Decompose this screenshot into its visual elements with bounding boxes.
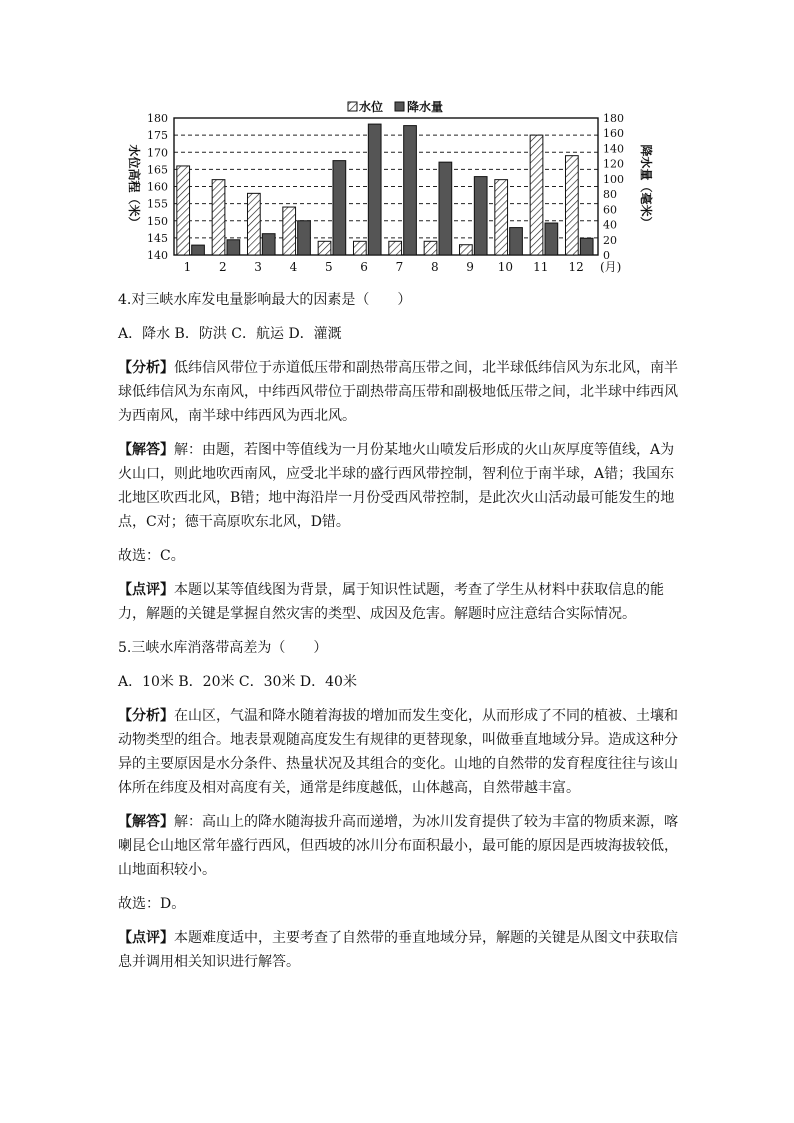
bar-water-level — [424, 241, 437, 255]
legend-swatch-precipitation — [395, 102, 404, 111]
right-tick-label: 120 — [603, 157, 624, 171]
right-tick-label: 40 — [603, 218, 617, 232]
x-tick-label: 4 — [289, 260, 298, 274]
bar-precipitation — [192, 245, 205, 255]
bar-water-level — [247, 193, 260, 255]
right-tick-label: 80 — [603, 188, 617, 202]
x-tick-label: 8 — [430, 260, 439, 274]
q5-analysis — [118, 704, 688, 800]
bar-water-level — [283, 207, 296, 255]
x-tick-label: 5 — [324, 260, 333, 274]
question-4-options: A．降水 B．防洪 C．航运 D．灌溉 — [118, 326, 342, 342]
bar-water-level — [459, 245, 472, 255]
right-tick-label: 60 — [603, 203, 617, 217]
bar-precipitation — [510, 228, 523, 255]
legend-label-water-level: 水位 — [359, 100, 384, 114]
left-tick-label: 140 — [147, 249, 168, 262]
right-tick-label: 140 — [603, 142, 624, 156]
x-tick-label: 7 — [395, 260, 404, 274]
comment-tag: 【点评】 — [118, 930, 174, 946]
left-axis-label: 水位高程（米） — [127, 144, 141, 229]
bar-water-level — [177, 166, 190, 255]
solution-text: 解：由题，若图中等值线为一月份某地火山喷发后形成的火山灰厚度等值线，A为火山口，则此地吹西南风，应受北半球的盛行西风带控制，智利位于南半球，A错；我国东北地区吹西北风，B错；地中海沿岸一月份受西风带控制，是此次火山活动最可能发生的地点，C对；德干高原吹东北风，D错。 — [118, 442, 675, 530]
bar-water-level — [530, 135, 543, 255]
x-tick-label: 11 — [533, 260, 549, 274]
question-5-stem: 5.三峡水库消落带高差为（ ） — [118, 640, 328, 656]
x-tick-label: 10 — [497, 260, 514, 274]
right-tick-label: 160 — [603, 127, 624, 141]
legend-label-precipitation: 降水量 — [407, 100, 444, 114]
left-tick-label: 160 — [147, 180, 168, 194]
right-axis-label: 降水量（毫米） — [639, 144, 653, 229]
left-tick-label: 150 — [147, 214, 168, 228]
bar-water-level — [318, 241, 331, 255]
comment-text: 本题以某等值线图为背景，属于知识性试题，考查了学生从材料中获取信息的能力，解题的关键是掌握自然灾害的类型、成因及危害。解题时应注意结合实际情况。 — [118, 582, 664, 622]
legend-swatch-water-level — [348, 102, 357, 111]
bar-water-level — [495, 180, 508, 255]
q5-comment — [118, 926, 688, 974]
left-tick-label: 165 — [147, 163, 168, 177]
bar-chart — [112, 100, 660, 280]
q4-choice: 故选：C。 — [118, 548, 185, 564]
comment-text: 本题难度适中，主要考查了自然带的垂直地域分异，解题的关键是从图文中获取信息并调用相关知识进行解答。 — [118, 930, 678, 970]
left-tick-label: 175 — [147, 129, 168, 143]
x-tick-label: 9 — [466, 260, 474, 274]
bar-precipitation — [439, 162, 452, 255]
solution-tag: 【解答】 — [118, 814, 174, 830]
bar-precipitation — [545, 223, 558, 255]
bar-water-level — [353, 241, 366, 255]
chart-canvas — [112, 100, 660, 280]
x-tick-label: 3 — [254, 260, 262, 274]
right-tick-label: 0 — [603, 249, 610, 262]
question-5-options: A．10米 B．20米 C．30米 D．40米 — [118, 674, 357, 690]
question-body — [118, 288, 688, 984]
q5-choice: 故选：D。 — [118, 896, 186, 912]
x-tick-label: 1 — [183, 260, 192, 274]
q4-comment — [118, 578, 688, 626]
question-4-stem: 4.对三峡水库发电量影响最大的因素是（ ） — [118, 292, 412, 308]
left-tick-label: 170 — [147, 146, 168, 160]
bar-precipitation — [580, 238, 593, 255]
right-tick-label: 20 — [603, 233, 617, 247]
bar-precipitation — [474, 177, 487, 255]
q4-solution — [118, 438, 688, 534]
bar-water-level — [212, 180, 225, 255]
bar-water-level — [389, 241, 402, 255]
bar-precipitation — [227, 240, 240, 255]
bar-precipitation — [368, 124, 381, 255]
bar-precipitation — [298, 221, 311, 255]
q5-solution — [118, 810, 688, 882]
right-tick-label: 180 — [603, 112, 624, 125]
bar-precipitation — [262, 234, 275, 255]
solution-tag: 【解答】 — [118, 442, 174, 458]
x-axis-label: (月) — [600, 260, 622, 274]
bar-precipitation — [404, 126, 417, 255]
solution-text: 解：高山上的降水随海拔升高而递增，为冰川发育提供了较为丰富的物质来源，喀喇昆仑山地区常年盛行西风，但西坡的冰川分布面积最小，最可能的原因是西坡海拔较低，山地面积较小。 — [118, 814, 678, 878]
left-tick-label: 180 — [147, 112, 168, 125]
analysis-tag: 【分析】 — [118, 360, 174, 376]
left-tick-label: 145 — [147, 231, 168, 245]
q4-analysis — [118, 356, 688, 428]
x-tick-label: 12 — [568, 260, 584, 274]
x-tick-label: 2 — [218, 260, 227, 274]
analysis-text: 在山区，气温和降水随着海拔的增加而发生变化，从而形成了不同的植被、土壤和动物类型的组合。地表景观随高度发生有规律的更替现象，叫做垂直地域分异。造成这种分异的主要原因是水分条件、热量状况及其组合的变化。山地的自然带的发育程度往往与该山体所在纬度及相对高度有关，通常是纬度越低，山体越高，自然带越丰富。 — [118, 708, 678, 796]
analysis-tag: 【分析】 — [118, 708, 174, 724]
bar-precipitation — [333, 161, 346, 255]
analysis-text: 低纬信风带位于赤道低压带和副热带高压带之间，北半球低纬信风为东北风，南半球低纬信风为东南风，中纬西风带位于副热带高压带和副极地低压带之间，北半球中纬西风为西南风，南半球中纬西风为西北风。 — [118, 360, 678, 424]
right-tick-label: 100 — [603, 172, 624, 186]
bar-water-level — [565, 156, 578, 255]
comment-tag: 【点评】 — [118, 582, 174, 598]
left-tick-label: 155 — [147, 197, 168, 211]
x-tick-label: 6 — [360, 260, 368, 274]
